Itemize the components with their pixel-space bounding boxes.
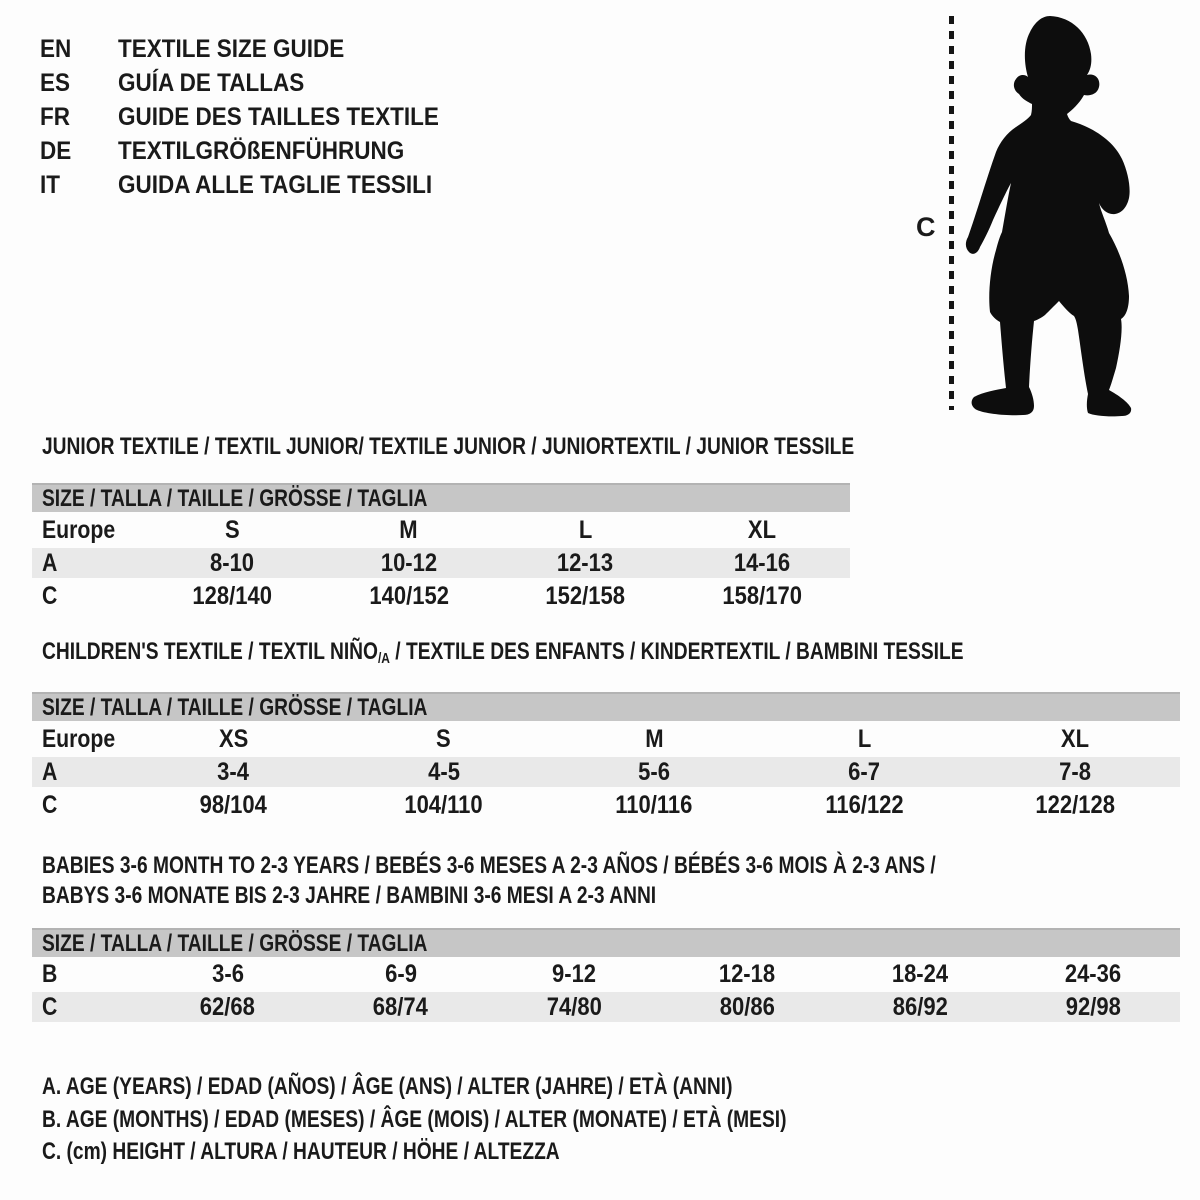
table-cell: 18-24	[892, 960, 949, 988]
table-cell: 68/74	[373, 992, 429, 1021]
junior-height-row	[32, 580, 850, 612]
guide-title-de: TEXTILGRÖßENFÜHRUNG	[118, 137, 405, 165]
toddler-silhouette-shape	[966, 16, 1131, 416]
children-height-row	[32, 789, 1180, 821]
table-cell: 8-10	[210, 548, 255, 577]
language-code: ES	[40, 69, 71, 97]
junior-col-l: L	[578, 515, 592, 544]
size-header-text: SIZE / TALLA / TAILLE / GRÖSSE / TAGLIA	[42, 693, 428, 721]
table-cell: 110/116	[615, 790, 693, 819]
table-cell: 9-12	[551, 960, 596, 988]
size-header-text: SIZE / TALLA / TAILLE / GRÖSSE / TAGLIA	[42, 484, 428, 512]
table-cell: 104/110	[404, 790, 483, 819]
babies-section-title	[42, 851, 1159, 911]
table-cell: 98/104	[199, 790, 267, 819]
babies-title-line2: BABYS 3-6 MONATE BIS 2-3 JAHRE / BAMBINI 3-6 MESI A 2-3 ANNI	[42, 882, 657, 909]
children-section-title	[42, 638, 1194, 666]
children-col-m: M	[644, 724, 664, 753]
row-label-a: A	[42, 757, 58, 786]
table-cell: 158/170	[721, 581, 802, 610]
guide-title-it: GUIDA ALLE TAGLIE TESSILI	[118, 171, 433, 199]
region-label: Europe	[42, 515, 116, 544]
junior-size-header-bar	[32, 483, 850, 512]
table-cell: 86/92	[892, 992, 948, 1021]
row-label-c: C	[42, 992, 58, 1021]
table-cell: 4-5	[427, 757, 460, 786]
junior-columns-row	[32, 514, 850, 546]
babies-title-line1: BABIES 3-6 MONTH TO 2-3 YEARS / BEBÉS 3-6 MESES A 2-3 AÑOS / BÉBÉS 3-6 MOIS À 2-3 ANS /	[42, 852, 936, 879]
language-code: FR	[40, 103, 70, 131]
table-cell: 128/140	[192, 581, 273, 610]
legend-age-months: B. AGE (MONTHS) / EDAD (MESES) / ÂGE (MOIS) / ALTER (MONATE) / ETÀ (MESI)	[42, 1105, 787, 1133]
children-age-row	[32, 757, 1180, 787]
language-row-de	[40, 134, 475, 168]
children-col-l: L	[857, 724, 872, 753]
junior-col-s: S	[224, 515, 240, 544]
table-cell: 24-36	[1065, 960, 1122, 988]
table-cell: 12-13	[557, 548, 614, 577]
table-cell: 5-6	[638, 757, 670, 786]
legend-height-cm: C. (cm) HEIGHT / ALTURA / HAUTEUR / HÖHE / ALTEZZA	[42, 1138, 560, 1165]
table-cell: 14-16	[733, 548, 790, 577]
children-title-post: / TEXTILE DES ENFANTS / KINDERTEXTIL / BAMBINI TESSILE	[389, 638, 964, 665]
children-columns-row	[32, 723, 1180, 755]
table-cell: 3-4	[217, 757, 250, 786]
children-title-sub: /A	[377, 650, 390, 667]
children-col-xl: XL	[1060, 724, 1089, 753]
table-cell: 12-18	[718, 960, 776, 988]
table-cell: 7-8	[1058, 757, 1091, 786]
children-title-pre: CHILDREN'S TEXTILE / TEXTIL NIÑO	[42, 638, 378, 665]
children-col-xs: XS	[218, 724, 248, 753]
junior-age-row	[32, 548, 850, 578]
language-code: EN	[40, 35, 72, 63]
babies-size-header-bar	[32, 928, 1180, 957]
guide-title-en: TEXTILE SIZE GUIDE	[118, 35, 345, 63]
row-label-c: C	[42, 790, 58, 819]
table-cell: 140/152	[368, 581, 449, 610]
region-label: Europe	[42, 724, 116, 753]
babies-height-row	[32, 992, 1180, 1022]
toddler-silhouette-icon	[880, 0, 1200, 430]
table-cell: 92/98	[1065, 992, 1121, 1021]
table-cell: 62/68	[200, 992, 256, 1021]
row-label-c: C	[42, 581, 58, 610]
row-label-b: B	[42, 960, 58, 988]
guide-title-es: GUÍA DE TALLAS	[118, 69, 305, 97]
table-cell: 6-9	[384, 960, 417, 988]
language-row-it	[40, 168, 475, 202]
language-code: IT	[40, 171, 60, 199]
language-code: DE	[40, 137, 72, 165]
size-header-text: SIZE / TALLA / TAILLE / GRÖSSE / TAGLIA	[42, 929, 428, 957]
table-cell: 80/86	[719, 992, 775, 1021]
measurement-legend	[42, 1071, 973, 1169]
children-title-text	[42, 638, 964, 673]
height-measure-label: C	[916, 212, 936, 242]
table-cell: 10-12	[380, 548, 437, 577]
table-cell: 122/128	[1035, 790, 1115, 819]
row-label-a: A	[42, 548, 58, 577]
children-col-s: S	[436, 724, 451, 753]
table-cell: 3-6	[211, 960, 244, 988]
language-row-es	[40, 66, 475, 100]
table-cell: 6-7	[848, 757, 881, 786]
junior-col-xl: XL	[747, 515, 776, 544]
language-row-en	[40, 32, 475, 66]
language-row-fr	[40, 100, 475, 134]
table-cell: 74/80	[546, 992, 602, 1021]
guide-title-fr: GUIDE DES TAILLES TEXTILE	[118, 103, 439, 131]
table-cell: 116/122	[825, 790, 904, 819]
table-cell: 152/158	[545, 581, 626, 610]
junior-section-title	[42, 433, 1057, 461]
junior-col-m: M	[399, 515, 418, 544]
language-title-list	[40, 32, 475, 202]
legend-age-years: A. AGE (YEARS) / EDAD (AÑOS) / ÂGE (ANS) / ALTER (JAHRE) / ETÀ (ANNI)	[42, 1073, 733, 1100]
children-size-header-bar	[32, 692, 1180, 721]
babies-months-row	[32, 959, 1180, 990]
junior-title-text: JUNIOR TEXTILE / TEXTIL JUNIOR/ TEXTILE JUNIOR / JUNIORTEXTIL / JUNIOR TESSILE	[42, 433, 855, 460]
